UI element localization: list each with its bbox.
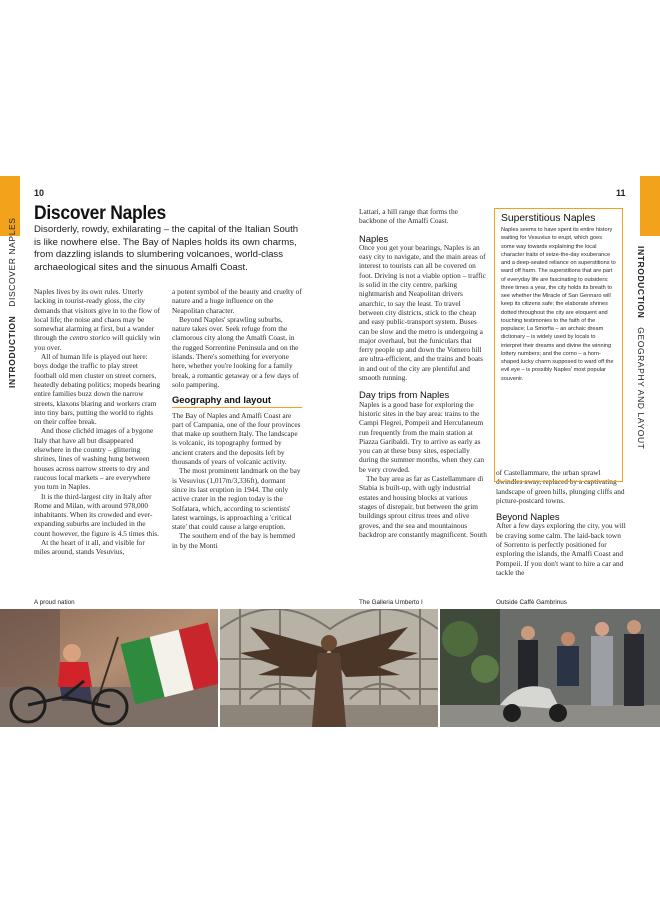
right-side-label bbox=[636, 246, 646, 449]
body-column-3 bbox=[359, 207, 487, 539]
sidebar-text: Naples seems to have spent its entire history waiting for Vesuvius to erupt, which goes some way towards explaining the local character traits of seize-the-day exuberance and a deep-seated reliance on superstitions to ward off harm. The superstitions that are part of everyday life are fascinating to outsiders: three times a year, the city holds its breath to see whether the Miracle of San Gennaro will keep its citizens safe; the elaborate shrines dotted throughout the city are eloquent and touching testimonies to the faith of the populace; La Smorfia – an archaic dream dictionary – is widely used by locals to interpret their dreams and divine the winning lottery numbers; and the corno – a horn-shaped lucky charm supposed to ward off the evil eye – is possibly Naples' most popular souvenir. bbox=[501, 227, 616, 382]
body-column-1 bbox=[34, 287, 162, 557]
heading-beyond-naples: Beyond Naples bbox=[496, 511, 560, 523]
article-title: Discover Naples bbox=[34, 203, 166, 224]
caption-caffe: Outside Caffè Gambrinus bbox=[496, 599, 567, 606]
heading-day-trips: Day trips from Naples bbox=[359, 389, 450, 401]
paragraph: The bay area as far as Castellammare di Stabia is built-up, with ugly industrial estates and housing blocks at various stages of disrepair, but between the grim buildings sprout citrus trees and olive groves, and the sea and mountainous backdrop are constantly magnificent. South bbox=[359, 474, 487, 539]
paragraph: It is the third-largest city in Italy after Rome and Milan, with around 978,000 inhabitants. When its crowded and ever-expanding suburbs are included in the count however, the figure is 4.5 times this. bbox=[34, 491, 159, 538]
body-column-2 bbox=[172, 287, 302, 550]
paragraph: At the heart of it all, and visible for miles around, stands Vesuvius, bbox=[34, 538, 145, 557]
italian-flag-bicycle-photo bbox=[0, 609, 218, 727]
paragraph: Lattari, a hill range that forms the backbone of the Amalfi Coast. bbox=[359, 207, 458, 226]
text: will quickly win you over. bbox=[34, 333, 161, 352]
paragraph: Naples is a good base for exploring the historic sites in the bay area: trains to the Campi Flegrei, Pompeii and Herculaneum run frequently from the main station at Piazza Garibaldi. Try to arrive as early as you can at these busy sites, especially during the summer months, when they can be very crowded. bbox=[359, 399, 485, 474]
right-section-tab bbox=[640, 176, 660, 236]
paragraph: of Castellammare, the urban sprawl dwindles away, replaced by a captivating landscape of green hills, plunging cliffs and picture-postcard towns. bbox=[496, 468, 625, 505]
side-topic: DISCOVER NAPLES bbox=[7, 217, 17, 307]
side-section: INTRODUCTION bbox=[636, 246, 646, 319]
heading-geography: Geography and layout bbox=[172, 395, 302, 407]
side-section: INTRODUCTION bbox=[7, 315, 17, 388]
heading-naples: Naples bbox=[359, 232, 389, 244]
paragraph: The southern end of the bay is hemmed in by the Monti bbox=[172, 531, 296, 550]
angel-statue-photo bbox=[220, 609, 438, 727]
page-number-right: 11 bbox=[616, 188, 626, 198]
caption-proud-nation: A proud nation bbox=[34, 599, 75, 606]
article-intro: Disorderly, rowdy, exhilarating – the capital of the Italian South is like nowhere else. The Bay of Naples holds its own charms, from dazzling islands to slumbering volcanoes, world-class archaeological sites and the sinuous Amalfi Coast. bbox=[34, 224, 299, 273]
paragraph: Beyond Naples' sprawling suburbs, nature takes over. Seek refuge from the clamorous city along the Amalfi Coast, in the rugged Sorrentine Peninsula and on the islands. There's something for everyone here, whether you're looking for a family break, a romantic getaway or a few days of solo pampering. bbox=[172, 314, 299, 389]
caption-galleria: The Galleria Umberto I bbox=[359, 599, 423, 606]
sidebar-title: Superstitious Naples bbox=[501, 213, 596, 224]
emphasis: centro storico bbox=[69, 333, 111, 343]
cafe-crowd-photo bbox=[440, 609, 660, 727]
paragraph: After a few days exploring the city, you will be craving some calm. The laid-back town of Sorrento is perfectly positioned for exploring the islands, the Amalfi Coast and Pompeii. If you don't want to hire a car and tackle the bbox=[496, 521, 626, 577]
text: Naples lives by its own rules. Utterly lacking in tourist-ready gloss, the city demands that visitors give in to the flow of local life; the noise and chaos may be somewhat alarming at first, but a wander through the bbox=[34, 287, 161, 343]
paragraph: The Bay of Naples and Amalfi Coast are part of Campania, one of the four provinces that make up southern Italy. The landscape is volcanic, its topography formed by ancient craters and the deposits left by thousands of years of volcanic activity. bbox=[172, 410, 301, 467]
paragraph: All of human life is played out here: boys dodge the traffic to play street football old men cluster on street corners, heatedly debating politics; mopeds bearing entire families buzz down the narrow streets, klaxons blaring and workers cram into tiny bars, putting the world to rights on their coffee break. bbox=[34, 352, 161, 427]
superstitious-naples-box bbox=[494, 208, 623, 482]
left-side-label bbox=[7, 217, 17, 388]
paragraph: Once you get your bearings, Naples is an easy city to navigate, and the main areas of interest to tourists can all be covered on foot. Driving is not a viable option – traffic is solid in the city centre, parking nightmarish and Neapolitan drivers anarchic, to say the least. To travel between city districts, stick to the cheap and easy public-transport system. Buses can be slow and the metro is undergoing a major overhaul, but the funiculars that ferry people up and down the Vomero hill are ultra-efficient, and the trains and boats in and out of the city are plentiful and smooth running. bbox=[359, 242, 486, 383]
paragraph: The most prominent landmark on the bay is Vesuvius (1,017m/3,336ft), dormant since its last eruption in 1944. The only active crater in the region today is the Solfatara, which, according to scientists' latest warnings, is approaching a 'critical state' that could cause a large eruption. bbox=[172, 466, 301, 532]
paragraph: a potent symbol of the beauty and cruelty of nature and a huge influence on the Neapolitan character. bbox=[172, 287, 302, 315]
side-topic: GEOGRAPHY AND LAYOUT bbox=[636, 327, 646, 450]
body-column-4 bbox=[496, 468, 626, 577]
paragraph bbox=[34, 287, 162, 352]
paragraph: And those clichéd images of a bygone Italy that have all but disappeared elsewhere in the country – glittering shrines, lines of washing hung between houses across narrow streets to dry and raucous local markets – are everywhere you turn in Naples. bbox=[34, 426, 154, 492]
page-number-left: 10 bbox=[34, 188, 45, 198]
